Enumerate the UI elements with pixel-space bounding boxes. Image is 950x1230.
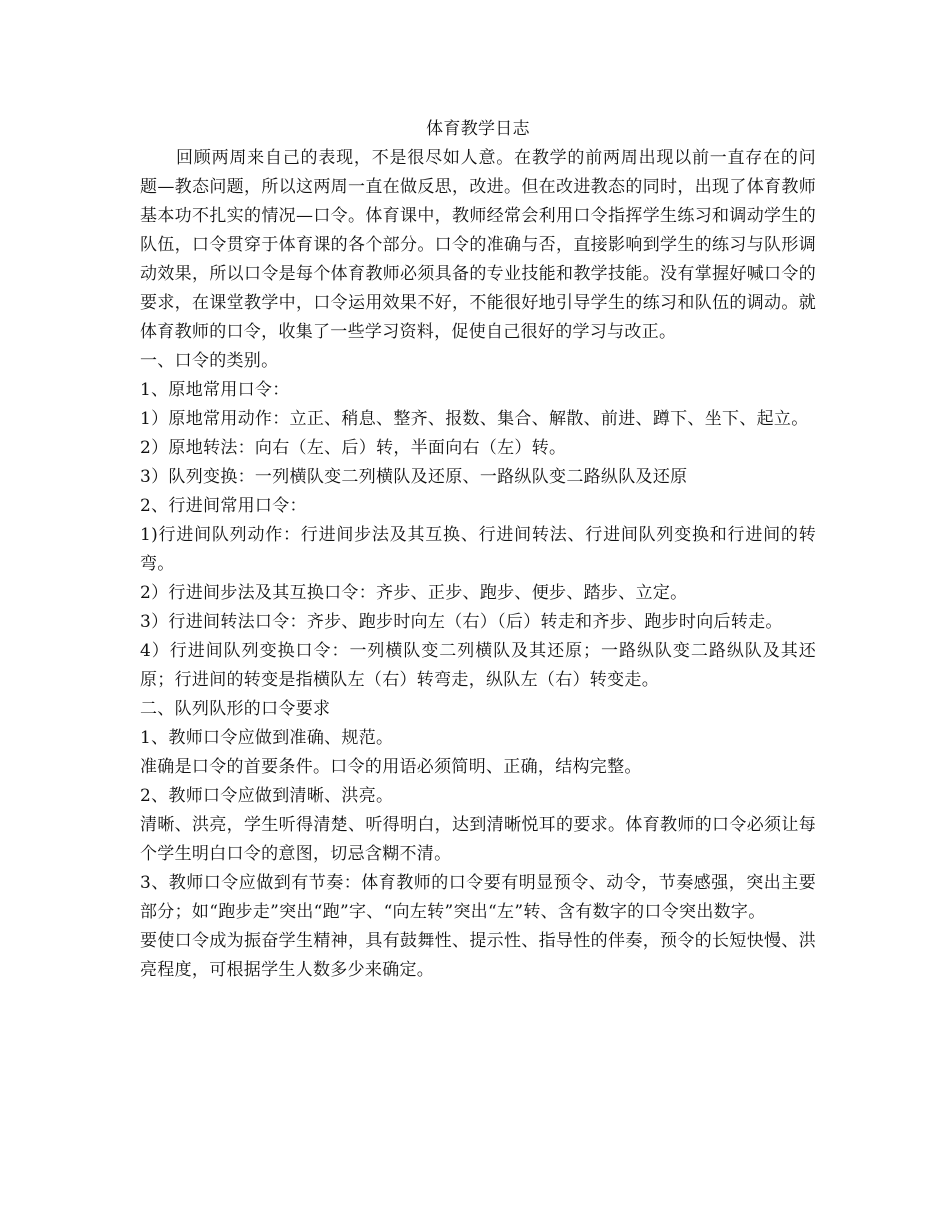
subsection-marching-commands: 2、行进间常用口令：	[140, 496, 307, 516]
intro-paragraph: 回顾两周来自己的表现，不是很尽如人意。在教学的前两周出现以前一直存在的问题—教态问题，所以这两周一直在做反思，改进。但在改进教态的同时，出现了体育教师基本功不扎实的情况—口令。体育课中，教师经常会利用口令指挥学生练习和调动学生的队伍，口令贯穿于体育课的各个部分。口令的准确与否，直接影响到学生的练习与队形调动效果，所以口令是每个体育教师必须具备的专业技能和教学技能。没有掌握好喊口令的要求，在课堂教学中，口令运用效果不好，不能很好地引导学生的练习和队伍的调动。就体育教师的口令，收集了一些学习资料，促使自己很好的学习与改正。	[140, 148, 816, 342]
section-heading-command-requirements: 二、队列队形的口令要求	[140, 699, 331, 719]
requirement-heading: 1、教师口令应做到准确、规范。	[140, 728, 394, 748]
list-item: 1）原地常用动作：立正、稍息、整齐、报数、集合、解散、前进、蹲下、坐下、起立。	[140, 409, 809, 429]
list-item: 4）行进间队列变换口令：一列横队变二列横队及其还原；一路纵队变二路纵队及其还原；行进间的转变是指横队左（右）转弯走，纵队左（右）转变走。	[140, 641, 816, 690]
section-heading-command-types: 一、口令的类别。	[140, 351, 279, 371]
subsection-stationary-commands: 1、原地常用口令：	[140, 380, 290, 400]
document-body	[140, 115, 816, 985]
body-paragraph: 准确是口令的首要条件。口令的用语必须简明、正确，结构完整。	[140, 757, 642, 777]
list-item: 2）行进间步法及其互换口令：齐步、正步、跑步、便步、踏步、立定。	[140, 583, 688, 603]
body-paragraph: 要使口令成为振奋学生精神，具有鼓舞性、提示性、指导性的伴奏，预令的长短快慢、洪亮程度，可根据学生人数多少来确定。	[140, 931, 816, 980]
document-title: 体育教学日志	[426, 119, 530, 139]
body-paragraph: 清晰、洪亮，学生听得清楚、听得明白，达到清晰悦耳的要求。体育教师的口令必须让每个学生明白口令的意图，切忌含糊不清。	[140, 815, 816, 864]
list-item: 3）行进间转法口令：齐步、跑步时向左（右）（后）转走和齐步、跑步时向后转走。	[140, 612, 783, 632]
list-item: 1)行进间队列动作：行进间步法及其互换、行进间转法、行进间队列变换和行进间的转弯。	[140, 525, 816, 574]
requirement-heading: 3、教师口令应做到有节奏：体育教师的口令要有明显预令、动令，节奏感强，突出主要部分；如“跑步走”突出“跑”字、“向左转”突出“左”转、含有数字的口令突出数字。	[140, 873, 816, 922]
requirement-heading: 2、教师口令应做到清晰、洪亮。	[140, 786, 394, 806]
list-item: 2）原地转法：向右（左、后）转，半面向右（左）转。	[140, 438, 567, 458]
list-item: 3）队列变换：一列横队变二列横队及还原、一路纵队变二路纵队及还原	[140, 467, 688, 487]
